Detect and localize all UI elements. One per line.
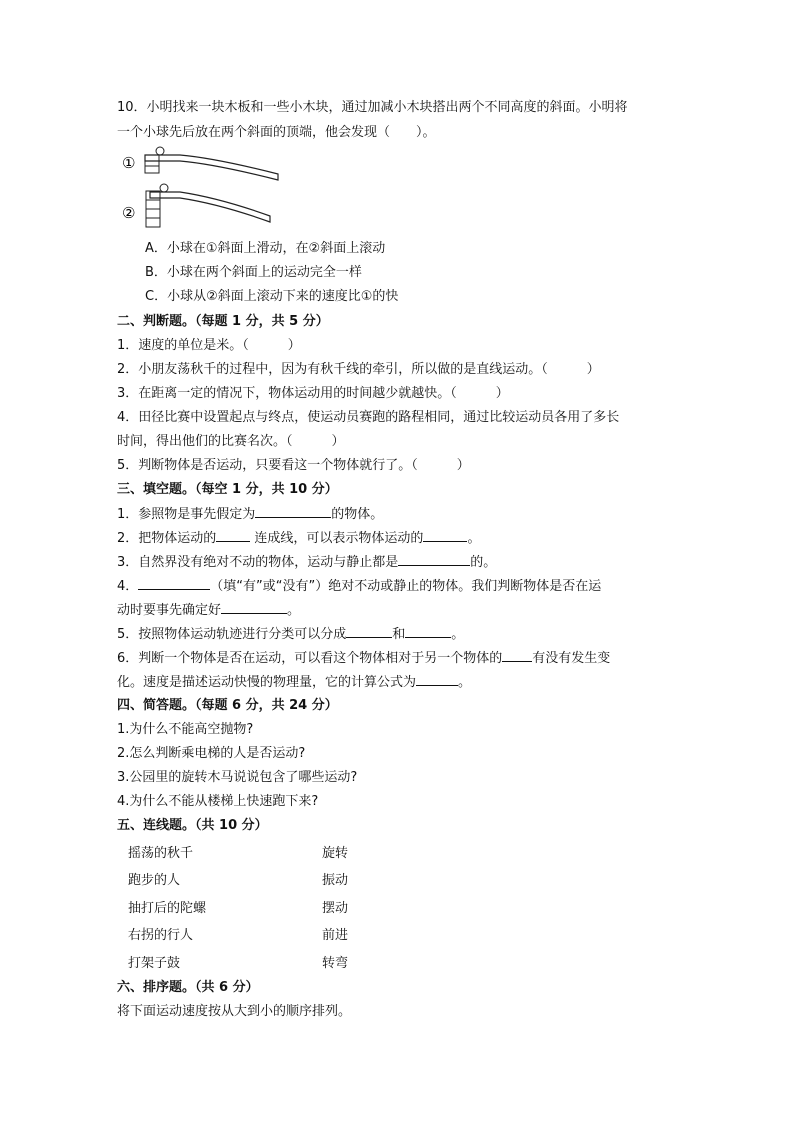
- sec4-item-1: 1.为什么不能高空抛物?: [117, 722, 254, 737]
- blank-line: [346, 625, 392, 638]
- sec6-text: 将下面运动速度按从大到小的顺序排列。: [117, 1004, 352, 1019]
- match-left-item: 右拐的行人: [128, 928, 194, 943]
- blank-line: [221, 601, 287, 614]
- fig-label-2: ②: [122, 204, 136, 222]
- blank-line: [255, 505, 331, 518]
- sec2-item-5: 5．判断物体是否运动，只要看这一个物体就行了。（ ）: [117, 458, 470, 473]
- sec3-item-2: 2．把物体运动的 连成线，可以表示物体运动的 。: [117, 531, 481, 546]
- sec3-item-1: 1．参照物是事先假定为 的物体。: [117, 507, 384, 522]
- sec4-item-4: 4.为什么不能从楼梯上快速跑下来?: [117, 794, 319, 809]
- match-left-item: 跑步的人: [128, 873, 181, 888]
- section-6-title: 六、排序题。（共 6 分）: [117, 980, 259, 995]
- q10-option-c: C．小球从②斜面上滚动下来的速度比①的快: [145, 289, 399, 304]
- sec3-item-4: 4． （填“有”或“没有”）绝对不动或静止的物体。我们判断物体是否在运: [117, 579, 602, 594]
- q10-option-a: A．小球在①斜面上滑动，在②斜面上滚动: [145, 241, 386, 256]
- q10-line1: 10．小明找来一块木板和一些小木块，通过加减小木块搭出两个不同高度的斜面。小明将: [117, 100, 628, 115]
- blank-line: [216, 529, 250, 542]
- sec2-item-2: 2．小朋友荡秋千的过程中，因为有秋千线的牵引，所以做的是直线运动。（ ）: [117, 362, 600, 377]
- sec3-item-4-cont: 动时要事先确定好 。: [117, 603, 301, 618]
- blank-line: [398, 553, 470, 566]
- sec3-item-5: 5．按照物体运动轨迹进行分类可以分成 和 。: [117, 627, 465, 642]
- ramp-figure: [120, 146, 280, 234]
- match-right-item: 振动: [322, 873, 349, 888]
- q10-option-b: B．小球在两个斜面上的运动完全一样: [145, 265, 362, 280]
- blank-line: [405, 625, 451, 638]
- section-5-title: 五、连线题。（共 10 分）: [117, 818, 268, 833]
- sec3-item-6: 6．判断一个物体是否在运动，可以看这个物体相对于另一个物体的 有没有发生变: [117, 651, 611, 666]
- match-left-item: 打架子鼓: [128, 956, 181, 971]
- blank-line: [502, 649, 532, 662]
- match-right-item: 转弯: [322, 956, 349, 971]
- blank-line: [423, 529, 467, 542]
- sec2-item-3: 3．在距离一定的情况下，物体运动用的时间越少就越快。（ ）: [117, 386, 509, 401]
- match-right-item: 旋转: [322, 846, 349, 861]
- q10-line2: 一个小球先后放在两个斜面的顶端，他会发现（ ）。: [117, 125, 436, 140]
- fig-label-1: ①: [122, 154, 136, 172]
- blank-line: [138, 577, 210, 590]
- section-3-title: 三、填空题。（每空 1 分，共 10 分）: [117, 482, 338, 497]
- sec4-item-2: 2.怎么判断乘电梯的人是否运动?: [117, 746, 306, 761]
- sec2-item-4-cont: 时间，得出他们的比赛名次。（ ）: [117, 434, 345, 449]
- match-left-item: 摇荡的秋千: [128, 846, 194, 861]
- sec3-item-3: 3．自然界没有绝对不动的物体，运动与静止都是 的。: [117, 555, 497, 570]
- section-4-title: 四、简答题。（每题 6 分，共 24 分）: [117, 698, 338, 713]
- blank-line: [416, 673, 458, 686]
- sec4-item-3: 3.公园里的旋转木马说说包含了哪些运动?: [117, 770, 358, 785]
- match-right-item: 前进: [322, 928, 349, 943]
- match-left-item: 抽打后的陀螺: [128, 901, 207, 916]
- match-right-item: 摆动: [322, 901, 349, 916]
- sec3-item-6-cont: 化。速度是描述运动快慢的物理量，它的计算公式为 。: [117, 675, 472, 690]
- sec2-item-1: 1．速度的单位是米。（ ）: [117, 338, 301, 353]
- section-2-title: 二、判断题。（每题 1 分，共 5 分）: [117, 314, 329, 329]
- sec2-item-4: 4．田径比赛中设置起点与终点，使运动员赛跑的路程相同，通过比较运动员各用了多长: [117, 410, 620, 425]
